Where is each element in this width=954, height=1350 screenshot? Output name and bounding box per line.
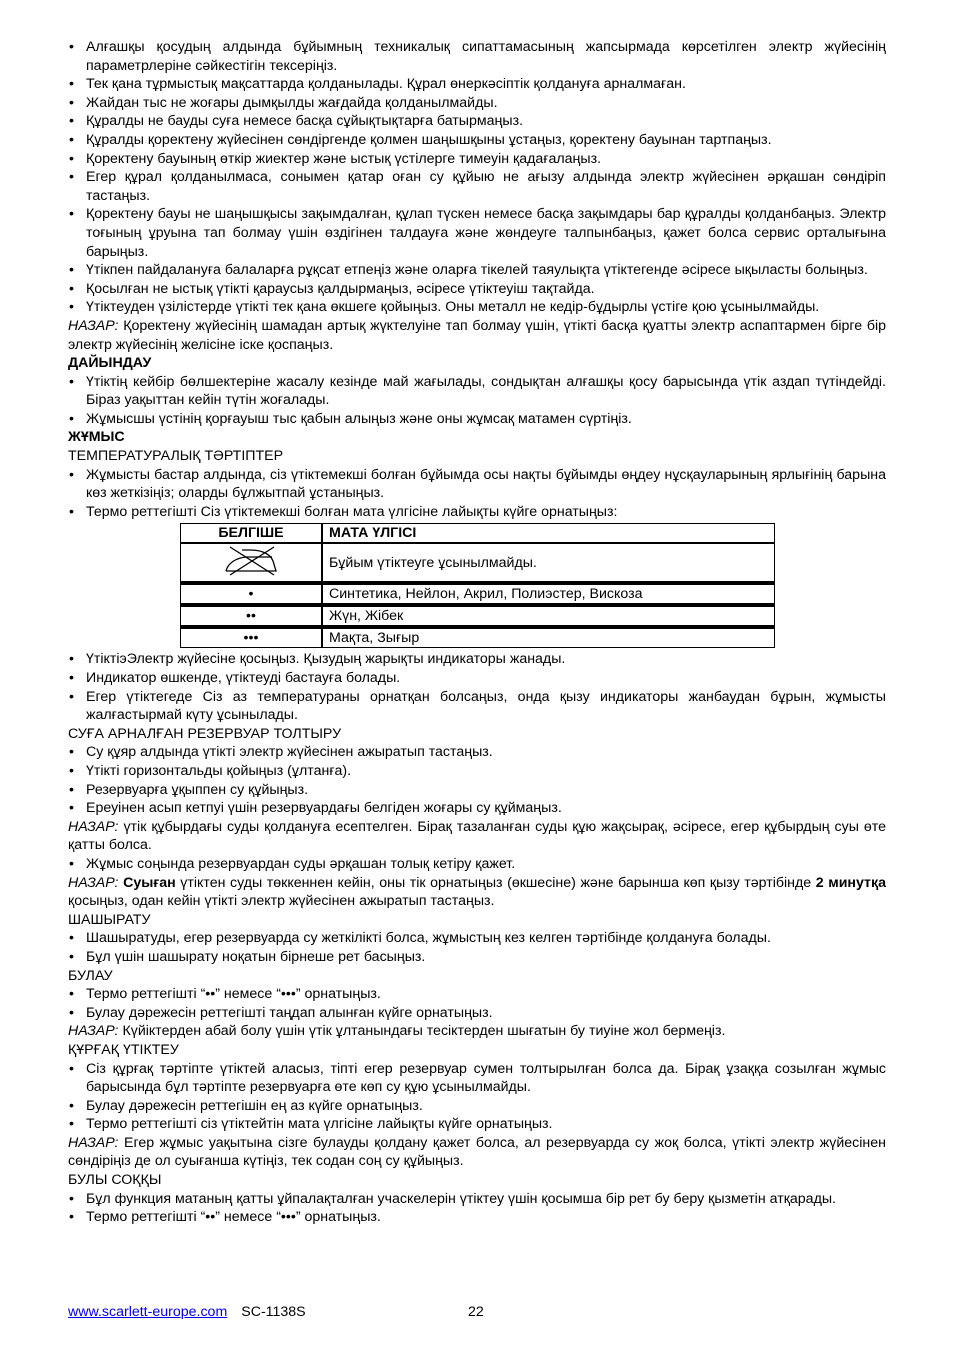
list-item: • Резервуарға ұқыппен су құйыңыз.: [68, 781, 886, 800]
note-paragraph: [68, 1022, 886, 1041]
website-link[interactable]: www.scarlett-europe.com: [68, 1304, 228, 1320]
note-paragraph: [68, 818, 886, 855]
list-item: • Қоректену бауы не шаңышқысы зақымдалған, құлап түскен немесе басқа зақымдары бар құралды қолданбаңыз. Электр тоғының ұруына тап болмау үшін өздігінен талдауға және жөндеуге талпынбаңыз, қажет болса сервис орталығына барыңыз.: [68, 205, 886, 261]
note-text: Қоректену жүйесінің шамадан артық жүктелуіне тап болмау үшін, үтікті басқа қуатты электр аспаптармен бірге бір электр жүйесінің желісіне іске қоспаңыз.: [68, 317, 886, 353]
subheading-burst: БУЛЫ СОҚҚЫ: [68, 1172, 162, 1189]
table-row: [180, 582, 775, 604]
note-label: НАЗАР:: [68, 1134, 119, 1151]
list-item: • Тек қана тұрмыстық мақсаттарда қолданылады. Құрал өнеркәсіптік қолдануға арналмаған.: [68, 75, 886, 94]
subheading-temperature: ТЕМПЕРАТУРАЛЫҚ ТӘРТІПТЕР: [68, 448, 284, 465]
note-label: НАЗАР:: [68, 818, 119, 835]
list-item: • Жұмысты бастар алдында, сіз үтіктемекші болған бұйымда осы нақты бұйымды өңдеу нұсқауларының ярлығінің барына көз жеткізіңіз; оларды бұлжытпай ұстаныңыз.: [68, 466, 886, 503]
list-item: • Термо реттегішті сіз үтіктейтін мата үлгісіне лайықты күйге орнатыңыз.: [68, 1115, 886, 1134]
list-item: • ҮтіктіэЭлектр жүйесіне қосыңыз. Қызудың жарықты индикаторы жанады.: [68, 650, 886, 669]
table-row: [180, 543, 775, 582]
list-item: • Термо реттегішті Сіз үтіктемекші болған мата үлгісіне лайықты күйге орнатыңыз:: [68, 503, 886, 522]
fabric-cell: Бұйым үтіктеуге ұсынылмайды.: [322, 543, 775, 582]
list-item: • Үтікті горизонтальды қойыңыз (ұлтанға).: [68, 762, 886, 781]
subheading-spray: ШАШЫРАТУ: [68, 911, 151, 928]
note-label: НАЗАР:: [68, 874, 119, 891]
list-item: • Құралды қоректену жүйесінен сөндіргенде қолмен шаңышқыны ұстаңыз, қоректену бауынан тартпаңыз.: [68, 131, 886, 150]
page-footer: [68, 1304, 484, 1320]
mark-cell: ••: [180, 604, 322, 626]
list-item: • Үтікпен пайдалануға балаларға рұқсат етпеңіз және оларға тікелей таяулықта үтіктегенде әсіресе ықыласты болыңыз.: [68, 261, 886, 280]
list-item: • Жайдан тыс не жоғары дымқылды жағдайда қолданылмайды.: [68, 94, 886, 113]
list-item: • Сіз құрғақ тәртіпте үтіктей алаcыз, тіпті егер резервуар сумен толтырылған болса да. Бірақ ұзаққа созылған жұмыс барысында бұл тәртіпте резервуарға өте көп су құю ұсынылмайды.: [68, 1060, 886, 1097]
list-item: • Қоректену бауының өткір жиектер және ыстық үстілерге тимеуін қадағалаңыз.: [68, 150, 886, 169]
note-paragraph: [68, 874, 886, 911]
list-item: • Бұл функция матаның қатты ұйпалақталған учаскелерін үтіктеу үшін қосымша бір рет бу беру қызметін атқарады.: [68, 1190, 886, 1209]
list-item: • Құралды не бауды суға немесе басқа сұйықтықтарға батырмаңыз.: [68, 112, 886, 131]
list-item: • Су құяр алдында үтікті электр жүйесінен ажыратып тастаңыз.: [68, 743, 886, 762]
note-text: үтік құбырдағы суды қолдануға есептелген. Бірақ тазаланған суды құю жақсырақ, әсіресе, егер құбырдың суы өте қатты болса.: [68, 818, 886, 854]
column-header-mark: БЕЛГІШЕ: [180, 523, 322, 543]
note-paragraph: [68, 1134, 886, 1171]
note-emphasis: 2 минутқа: [815, 874, 886, 891]
fabric-cell: Жүн, Жібек: [322, 604, 775, 626]
subheading-dry: ҚҰРҒАҚ ҮТІКТЕУ: [68, 1041, 179, 1058]
temperature-table: [180, 523, 775, 648]
fabric-cell: Мақта, Зығыр: [322, 626, 775, 648]
note-label: НАЗАР:: [68, 317, 119, 334]
list-item: • Шашыратуды, егер резервуарда су жеткілікті болса, жұмыстың кез келген тәртібінде қолдануға болады.: [68, 929, 886, 948]
list-item: • Жұмыс соңында резервуардан суды әрқашан толық кетіру қажет.: [68, 855, 886, 874]
list-item: • Үтіктеуден үзілістерде үтікті тек қана өкшеге қойыңыз. Оны металл не кедір-бұдырлы үстіге қою ұсынылмайды.: [68, 298, 886, 317]
note-emphasis: Суыған: [123, 874, 176, 891]
column-header-fabric: МАТА ҮЛГІСІ: [322, 523, 775, 543]
page-number: 22: [468, 1304, 484, 1320]
note-text: үтіктен суды төккеннен кейін, оны тік орнатыңыз (өкшесіне) және барынша көп қызу тәртібінде: [175, 874, 816, 891]
list-item: • Жұмысшы үстінің қорғауыш тыс қабын алыңыз және оны жұмсақ матамен сүртіңіз.: [68, 410, 886, 429]
note-paragraph: [68, 317, 886, 354]
subheading-reservoir: СУҒА АРНАЛҒАН РЕЗЕРВУАР ТОЛТЫРУ: [68, 725, 342, 742]
section-heading-work: ЖҰМЫС: [68, 429, 125, 446]
section-heading-prep: ДАЙЫНДАУ: [68, 355, 152, 372]
fabric-cell: Синтетика, Нейлон, Акрил, Полиэстер, Вискоза: [322, 582, 775, 604]
mark-cell: •••: [180, 626, 322, 648]
list-item: • Үтіктің кейбір бөлшектеріне жасалу кезінде май жағылады, сондықтан алғашқы қосу барысында үтік аздап түтіндейді. Біраз уақыттан кейін түтін жоғалады.: [68, 373, 886, 410]
list-item: • Термо реттегішті “••” немесе “•••” орнатыңыз.: [68, 985, 886, 1004]
document-body: [68, 38, 886, 1227]
note-text: қосыңыз, одан кейін үтікті электр жүйесінен ажыратып тастаңыз.: [68, 893, 495, 910]
note-text: Күйіктерден абай болу үшін үтік ұлтанындағы тесіктерден шығатын бу тиуіне жол бермеңіз.: [118, 1023, 726, 1040]
table-header-row: [180, 523, 775, 543]
note-text: Егер жұмыс уақытына сізге булауды қолдану қажет болса, ал резервуарда су жоқ болса, үтікті электр жүйесінен сөндіріңіз де ол суығанша күтіңіз, тек содан соң су құйыңыз.: [68, 1134, 886, 1170]
list-item: • Булау дәрежесін реттегішті таңдап алынған күйге орнатыңыз.: [68, 1004, 886, 1023]
table-row: [180, 626, 775, 648]
list-item: • Егер құрал қолданылмаса, сонымен қатар оған су құйыю не ағызу алдында электр жүйесінен әрқашан сөндіріп тастаңыз.: [68, 168, 886, 205]
list-item: • Булау дәрежесін реттегішін ең аз күйге орнатыңыз.: [68, 1097, 886, 1116]
list-item: • Қосылған не ыстық үтікті қараусыз қалдырмаңыз, әсіресе үтіктеуіш тақтайда.: [68, 280, 886, 299]
table-row: [180, 604, 775, 626]
note-label: НАЗАР:: [68, 1023, 119, 1040]
model-number: SC-1138S: [241, 1304, 306, 1320]
mark-cell: •: [180, 582, 322, 604]
subheading-steam: БУЛАУ: [68, 967, 113, 984]
no-iron-icon: [180, 543, 322, 582]
list-item: • Индикатор өшкенде, үтіктеуді бастауға болады.: [68, 669, 886, 688]
list-item: • Термо реттегішті “••” немесе “•••” орнатыңыз.: [68, 1208, 886, 1227]
list-item: • Бұл үшін шашырату ноқатын бірнеше рет басыңыз.: [68, 948, 886, 967]
list-item: • Алғашқы қосудың алдында бұйымның техникалық сипаттамасының жапсырмада көрсетілген электр жүйесінің параметрлеріне сәйкестігін тексеріңіз.: [68, 38, 886, 75]
list-item: • Егер үтіктегеде Сіз аз температураны орнатқан болсаңыз, онда қызу индикаторы жанбаудан бұрын, жұмысты жалғастырмай күту ұсынылады.: [68, 688, 886, 725]
list-item: • Ереуінен асып кетпуі үшін резервуардағы белгіден жоғары су құймаңыз.: [68, 799, 886, 818]
